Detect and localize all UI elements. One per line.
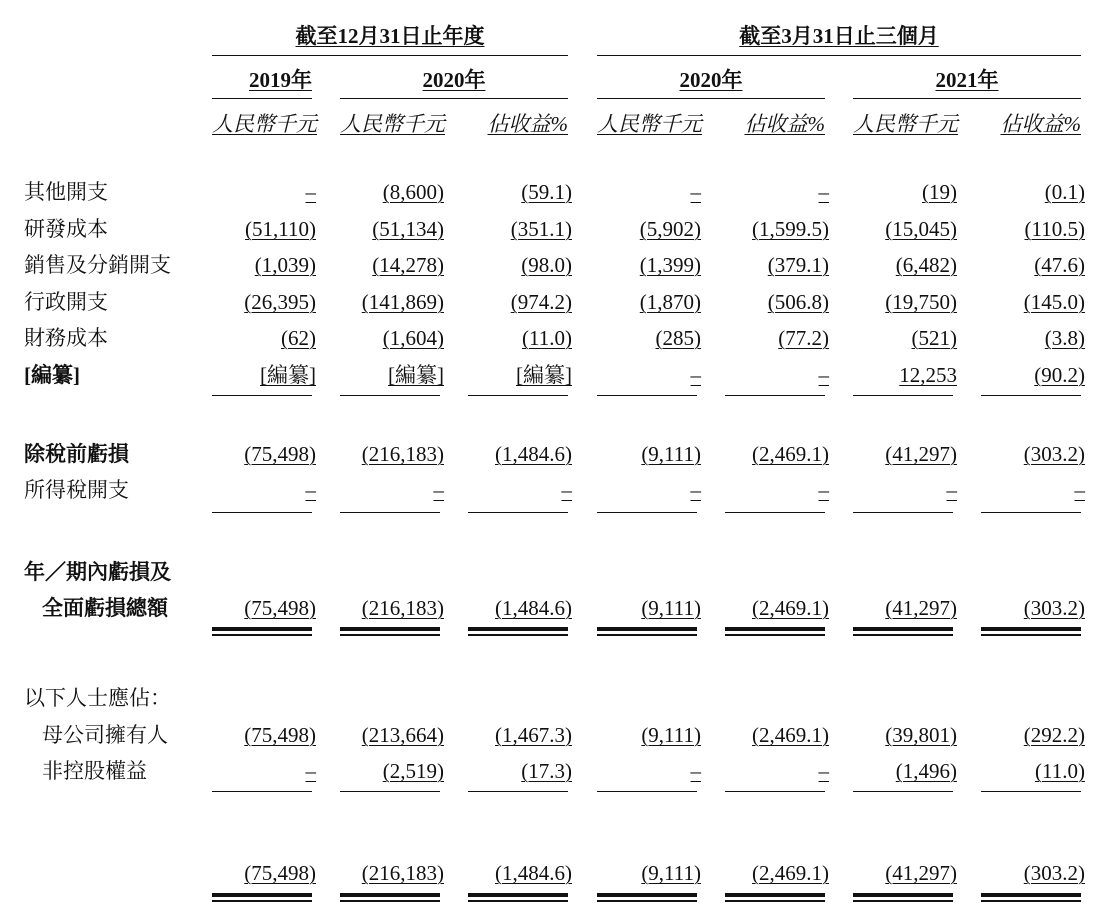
cell-r3-c1: (141,869) xyxy=(361,290,444,314)
cell-r4-c3: (285) xyxy=(655,326,701,350)
cell-r2-c5: (6,482) xyxy=(895,253,957,277)
cell-r2-c4: (379.1) xyxy=(767,253,829,277)
rule-attrib-5 xyxy=(853,791,953,792)
cell-r7-c3: – xyxy=(690,478,701,502)
rule-total-thick-5 xyxy=(853,627,953,631)
cell-r10-c2: (1,467.3) xyxy=(495,723,572,747)
cell-r5-c0: [編纂] xyxy=(260,363,316,387)
row-label-nci: 非控股權益 xyxy=(42,759,147,783)
rule-attrib-0 xyxy=(212,791,312,792)
cell-r3-c4: (506.8) xyxy=(767,290,829,314)
rule-total-thin-6 xyxy=(981,634,1081,636)
year-2021: 2021年 xyxy=(935,68,999,92)
rule-total-thin-2 xyxy=(468,634,568,636)
rule-subtotal-4 xyxy=(725,395,825,396)
cell-r10-c3: (9,111) xyxy=(641,723,701,747)
rule-subtotal-0 xyxy=(212,395,312,396)
rule-subtotal-2 xyxy=(468,395,568,396)
cell-r1-c0: (51,110) xyxy=(245,217,316,241)
rule-grand-total-thin-1 xyxy=(340,900,440,902)
rule-grand-total-thick-0 xyxy=(212,893,312,897)
cell-r7-c6: – xyxy=(1074,478,1085,502)
rule-total-thin-0 xyxy=(212,634,312,636)
cell-r7-c2: – xyxy=(561,478,572,502)
year-2020-b: 2020年 xyxy=(679,68,743,92)
cell-r5-c3: – xyxy=(690,363,701,387)
row-label-income-tax: 所得稅開支 xyxy=(24,478,129,502)
cell-r0-c6: (0.1) xyxy=(1044,180,1085,204)
cell-r4-c4: (77.2) xyxy=(778,326,829,350)
cell-r8-c4: (2,469.1) xyxy=(752,596,829,620)
rule-total-thick-0 xyxy=(212,627,312,631)
cell-r3-c5: (19,750) xyxy=(885,290,957,314)
rule-tax-4 xyxy=(725,512,825,513)
cell-r6-c2: (1,484.6) xyxy=(495,442,572,466)
cell-r5-c4: – xyxy=(818,363,829,387)
cell-r2-c1: (14,278) xyxy=(372,253,444,277)
cell-r11-c4: – xyxy=(818,759,829,783)
rule-total-thick-3 xyxy=(597,627,697,631)
rule-attrib-4 xyxy=(725,791,825,792)
cell-r1-c1: (51,134) xyxy=(372,217,444,241)
rule-grand-total-thick-2 xyxy=(468,893,568,897)
row-label-loss-before-tax: 除稅前虧損 xyxy=(24,442,129,466)
cell-r4-c2: (11.0) xyxy=(522,326,572,350)
rule-grand-total-thin-4 xyxy=(725,900,825,902)
rule-total-thin-4 xyxy=(725,634,825,636)
rule-year-4 xyxy=(853,98,1081,99)
cell-r10-c4: (2,469.1) xyxy=(752,723,829,747)
cell-r0-c0: – xyxy=(305,180,316,204)
cell-r5-c1: [編纂] xyxy=(388,363,444,387)
rule-tax-3 xyxy=(597,512,697,513)
rule-subtotal-1 xyxy=(340,395,440,396)
rule-grand-total-thick-1 xyxy=(340,893,440,897)
cell-r8-c1: (216,183) xyxy=(361,596,444,620)
rule-grand-total-thin-2 xyxy=(468,900,568,902)
cell-r4-c6: (3.8) xyxy=(1044,326,1085,350)
cell-r1-c3: (5,902) xyxy=(639,217,701,241)
cell-r3-c6: (145.0) xyxy=(1023,290,1085,314)
cell-r11-c6: (11.0) xyxy=(1035,759,1085,783)
rule-attrib-6 xyxy=(981,791,1081,792)
cell-r2-c6: (47.6) xyxy=(1034,253,1085,277)
rule-year-3 xyxy=(597,98,825,99)
cell-r7-c1: – xyxy=(433,478,444,502)
rule-grand-total-thin-6 xyxy=(981,900,1081,902)
rule-total-thin-1 xyxy=(340,634,440,636)
cell-r0-c1: (8,600) xyxy=(382,180,444,204)
cell-r12-c1: (216,183) xyxy=(361,861,444,885)
cell-r1-c4: (1,599.5) xyxy=(752,217,829,241)
cell-r5-c6: (90.2) xyxy=(1034,363,1085,387)
cell-r6-c3: (9,111) xyxy=(641,442,701,466)
cell-r11-c2: (17.3) xyxy=(521,759,572,783)
cell-r5-c5: 12,253 xyxy=(899,363,957,387)
rule-total-thin-3 xyxy=(597,634,697,636)
cell-r6-c6: (303.2) xyxy=(1023,442,1085,466)
cell-r12-c6: (303.2) xyxy=(1023,861,1085,885)
rule-tax-0 xyxy=(212,512,312,513)
rule-subtotal-3 xyxy=(597,395,697,396)
cell-r11-c0: – xyxy=(305,759,316,783)
rule-grand-total-thick-3 xyxy=(597,893,697,897)
cell-r6-c4: (2,469.1) xyxy=(752,442,829,466)
cell-r12-c4: (2,469.1) xyxy=(752,861,829,885)
unit-col-6: 人民幣千元 xyxy=(853,112,958,136)
cell-r1-c5: (15,045) xyxy=(885,217,957,241)
rule-attrib-3 xyxy=(597,791,697,792)
cell-r5-c2: [編纂] xyxy=(516,363,572,387)
cell-r10-c6: (292.2) xyxy=(1023,723,1085,747)
row-label-rd-costs: 研發成本 xyxy=(24,217,108,241)
cell-r7-c5: – xyxy=(946,478,957,502)
cell-r12-c2: (1,484.6) xyxy=(495,861,572,885)
rule-subtotal-6 xyxy=(981,395,1081,396)
cell-r7-c0: – xyxy=(305,478,316,502)
rule-subtotal-5 xyxy=(853,395,953,396)
cell-r10-c5: (39,801) xyxy=(885,723,957,747)
rule-total-thick-2 xyxy=(468,627,568,631)
unit-col-3: 佔收益% xyxy=(487,112,568,136)
cell-r1-c6: (110.5) xyxy=(1024,217,1085,241)
cell-r6-c1: (216,183) xyxy=(361,442,444,466)
row-label-redacted: [編纂] xyxy=(24,363,80,387)
row-label-total-loss-line2: 全面虧損總額 xyxy=(42,596,168,620)
unit-col-5: 佔收益% xyxy=(744,112,825,136)
rule-tax-5 xyxy=(853,512,953,513)
cell-r0-c2: (59.1) xyxy=(521,180,572,204)
row-label-finance-costs: 財務成本 xyxy=(24,326,108,350)
header-period-quarter: 截至3月31日止三個月 xyxy=(739,24,939,48)
cell-r0-c4: – xyxy=(818,180,829,204)
cell-r4-c1: (1,604) xyxy=(382,326,444,350)
rule-tax-6 xyxy=(981,512,1081,513)
rule-grand-total-thin-0 xyxy=(212,900,312,902)
cell-r8-c2: (1,484.6) xyxy=(495,596,572,620)
rule-total-thick-1 xyxy=(340,627,440,631)
cell-r4-c0: (62) xyxy=(281,326,316,350)
cell-r11-c5: (1,496) xyxy=(895,759,957,783)
cell-r3-c3: (1,870) xyxy=(639,290,701,314)
rule-year-2 xyxy=(340,98,568,99)
cell-r7-c4: – xyxy=(818,478,829,502)
year-2019: 2019年 xyxy=(249,68,312,92)
row-label-attributable: 以下人士應佔： xyxy=(24,686,171,710)
cell-r10-c1: (213,664) xyxy=(361,723,444,747)
cell-r10-c0: (75,498) xyxy=(244,723,316,747)
rule-header-1 xyxy=(212,55,568,56)
cell-r2-c0: (1,039) xyxy=(254,253,316,277)
row-label-parent-owners: 母公司擁有人 xyxy=(42,723,168,747)
rule-header-2 xyxy=(597,55,1081,56)
rule-attrib-2 xyxy=(468,791,568,792)
cell-r8-c5: (41,297) xyxy=(885,596,957,620)
cell-r3-c2: (974.2) xyxy=(510,290,572,314)
cell-r8-c3: (9,111) xyxy=(641,596,701,620)
rule-grand-total-thin-5 xyxy=(853,900,953,902)
rule-grand-total-thin-3 xyxy=(597,900,697,902)
cell-r0-c3: – xyxy=(690,180,701,204)
cell-r6-c0: (75,498) xyxy=(244,442,316,466)
year-2020-a: 2020年 xyxy=(422,68,486,92)
row-label-total-loss-line1: 年／期內虧損及 xyxy=(24,560,171,584)
cell-r12-c5: (41,297) xyxy=(885,861,957,885)
cell-r11-c1: (2,519) xyxy=(382,759,444,783)
rule-attrib-1 xyxy=(340,791,440,792)
unit-col-7: 佔收益% xyxy=(1000,112,1081,136)
rule-total-thick-4 xyxy=(725,627,825,631)
cell-r2-c2: (98.0) xyxy=(521,253,572,277)
cell-r6-c5: (41,297) xyxy=(885,442,957,466)
cell-r2-c3: (1,399) xyxy=(639,253,701,277)
rule-tax-2 xyxy=(468,512,568,513)
cell-r8-c6: (303.2) xyxy=(1023,596,1085,620)
rule-total-thick-6 xyxy=(981,627,1081,631)
unit-col-1: 人民幣千元 xyxy=(212,112,317,136)
rule-grand-total-thick-6 xyxy=(981,893,1081,897)
cell-r12-c3: (9,111) xyxy=(641,861,701,885)
rule-total-thin-5 xyxy=(853,634,953,636)
unit-col-4: 人民幣千元 xyxy=(597,112,702,136)
rule-tax-1 xyxy=(340,512,440,513)
cell-r4-c5: (521) xyxy=(911,326,957,350)
cell-r11-c3: – xyxy=(690,759,701,783)
cell-r3-c0: (26,395) xyxy=(244,290,316,314)
cell-r12-c0: (75,498) xyxy=(244,861,316,885)
header-period-year: 截至12月31日止年度 xyxy=(295,24,485,48)
rule-grand-total-thick-5 xyxy=(853,893,953,897)
rule-grand-total-thick-4 xyxy=(725,893,825,897)
row-label-other-expenses: 其他開支 xyxy=(24,180,108,204)
cell-r8-c0: (75,498) xyxy=(244,596,316,620)
unit-col-2: 人民幣千元 xyxy=(340,112,445,136)
row-label-selling-expenses: 銷售及分銷開支 xyxy=(24,253,171,277)
rule-year-1 xyxy=(212,98,312,99)
row-label-admin-expenses: 行政開支 xyxy=(24,290,108,314)
cell-r1-c2: (351.1) xyxy=(510,217,572,241)
cell-r0-c5: (19) xyxy=(922,180,957,204)
